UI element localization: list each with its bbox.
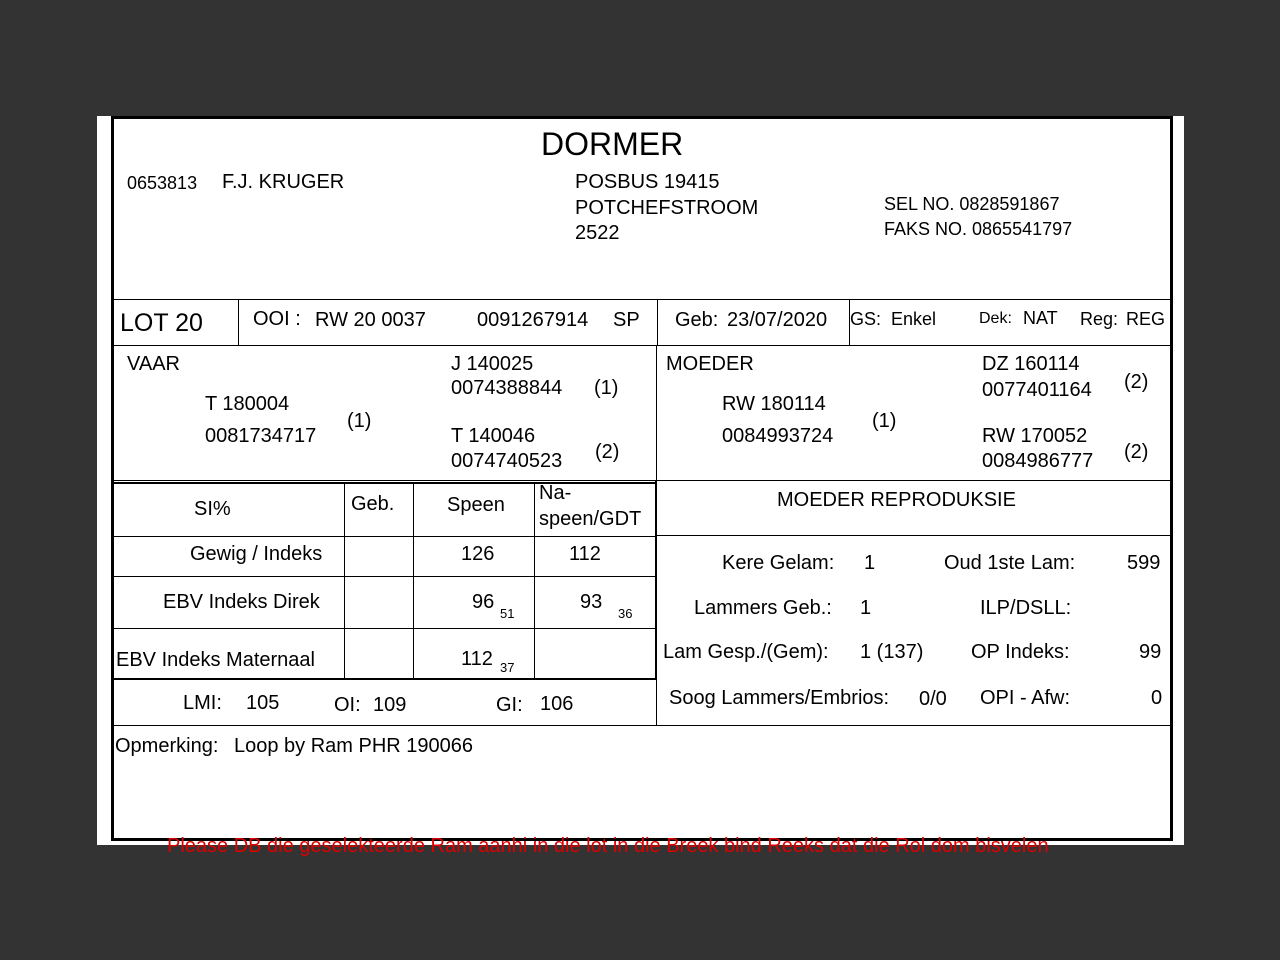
gi-label: GI: [496, 694, 523, 716]
moeder-sire-mark: (2) [1124, 371, 1149, 393]
naspeen-header-1: Na- [539, 482, 572, 504]
row-gewig-naspeen: 112 [569, 543, 601, 565]
row-gewig-label: Gewig / Indeks [190, 543, 323, 565]
lammers-geb-value: 1 [860, 597, 872, 619]
opi-label: OPI - Afw: [980, 687, 1071, 709]
lot-card [97, 116, 1184, 857]
remarks-top-line [111, 725, 1172, 726]
reg-value: REG [1126, 309, 1166, 329]
vaar-sire-id: J 140025 [451, 353, 534, 375]
moeder-dam-id: RW 170052 [982, 425, 1088, 447]
vaar-dam-number: 0074740523 [451, 450, 563, 472]
row-maternaal-label: EBV Indeks Maternaal [116, 649, 315, 671]
frame-left [111, 116, 114, 840]
lot-row-bottom-line [111, 345, 1172, 346]
gs-value: Enkel [891, 309, 937, 329]
ooi-label: OOI : [253, 308, 301, 330]
ooi-reg-number: 0091267914 [477, 309, 589, 331]
dek-label: Dek: [979, 310, 1012, 327]
reg-label: Reg: [1080, 309, 1119, 329]
phone-number: SEL NO. 0828591867 [884, 194, 1060, 214]
reproduction-title: MOEDER REPRODUKSIE [777, 489, 1016, 511]
oud-value: 599 [1127, 552, 1161, 574]
gi-value: 106 [540, 693, 574, 715]
row-direk-speen-sub: 51 [500, 606, 515, 621]
geb-label: Geb: [675, 309, 719, 331]
vaar-mark: (1) [347, 410, 372, 432]
vaar-label: VAAR [127, 353, 180, 375]
moeder-mark: (1) [872, 410, 897, 432]
lmi-label: LMI: [183, 692, 222, 714]
oi-value: 109 [373, 694, 407, 716]
row-maternaal-speen: 112 [461, 648, 493, 670]
row-direk-speen: 96 [472, 591, 495, 613]
footer-note: Please DB die geselekteerde Ram aanhi in die lot in die Breek bind Reeks dat die Rol dom bisvelen [167, 835, 1049, 857]
geb-value: 23/07/2020 [727, 309, 828, 331]
owner-name: F.J. KRUGER [222, 171, 345, 193]
vaar-dam-mark: (2) [595, 441, 620, 463]
kere-gelam-label: Kere Gelam: [722, 552, 835, 574]
vaar-sire-mark: (1) [594, 377, 619, 399]
lam-gesp-value: 1 (137) [860, 641, 924, 663]
moeder-label: MOEDER [666, 353, 754, 375]
lammers-geb-label: Lammers Geb.: [694, 597, 832, 619]
fax-number: FAKS NO. 0865541797 [884, 219, 1073, 239]
vaar-number: 0081734717 [205, 425, 317, 447]
address-line-2: POTCHEFSTROOM [575, 197, 759, 219]
lam-gesp-label: Lam Gesp./(Gem): [663, 641, 829, 663]
breed-title: DORMER [541, 126, 684, 162]
lot-number: LOT 20 [120, 309, 203, 337]
frame-right [1170, 116, 1173, 840]
geb-header: Geb. [351, 493, 395, 515]
vaar-sire-number: 0074388844 [451, 377, 563, 399]
ooi-id: RW 20 0037 [315, 309, 426, 331]
owner-code: 0653813 [127, 173, 198, 193]
remarks-text: Loop by Ram PHR 190066 [234, 735, 474, 757]
moeder-sire-number: 0077401164 [982, 379, 1092, 401]
moeder-dam-mark: (2) [1124, 441, 1149, 463]
ilp-label: ILP/DSLL: [980, 597, 1072, 619]
remarks-label: Opmerking: [115, 735, 219, 757]
frame-top [111, 116, 1172, 119]
oud-label: Oud 1ste Lam: [944, 552, 1076, 574]
gs-label: GS: [850, 309, 882, 329]
oi-label: OI: [334, 694, 361, 716]
naspeen-header-2: speen/GDT [539, 508, 642, 530]
vaar-dam-id: T 140046 [451, 425, 536, 447]
moeder-dam-number: 0084986777 [982, 450, 1094, 472]
moeder-id: RW 180114 [722, 393, 826, 415]
row-direk-naspeen: 93 [580, 591, 603, 613]
op-indeks-label: OP Indeks: [971, 641, 1070, 663]
address-line-1: POSBUS 19415 [575, 171, 720, 193]
soog-value: 0/0 [919, 688, 947, 710]
si-header: SI% [194, 498, 231, 520]
pedigree-bottom-line [111, 480, 1172, 481]
row-maternaal-speen-sub: 37 [500, 660, 515, 675]
ooi-class: SP [613, 309, 640, 331]
kere-gelam-value: 1 [864, 552, 876, 574]
speen-header: Speen [447, 494, 505, 516]
row-gewig-speen: 126 [461, 543, 495, 565]
moeder-sire-id: DZ 160114 [982, 353, 1080, 375]
soog-label: Soog Lammers/Embrios: [669, 687, 890, 709]
row-direk-label: EBV Indeks Direk [163, 591, 320, 613]
vaar-id: T 180004 [205, 393, 290, 415]
dek-value: NAT [1023, 308, 1058, 328]
opi-value: 0 [1151, 687, 1163, 709]
lot-row-top-line [111, 299, 1172, 300]
lmi-value: 105 [246, 692, 280, 714]
row-direk-naspeen-sub: 36 [618, 606, 633, 621]
moeder-number: 0084993724 [722, 425, 834, 447]
op-indeks-value: 99 [1139, 641, 1162, 663]
address-line-3: 2522 [575, 222, 620, 244]
